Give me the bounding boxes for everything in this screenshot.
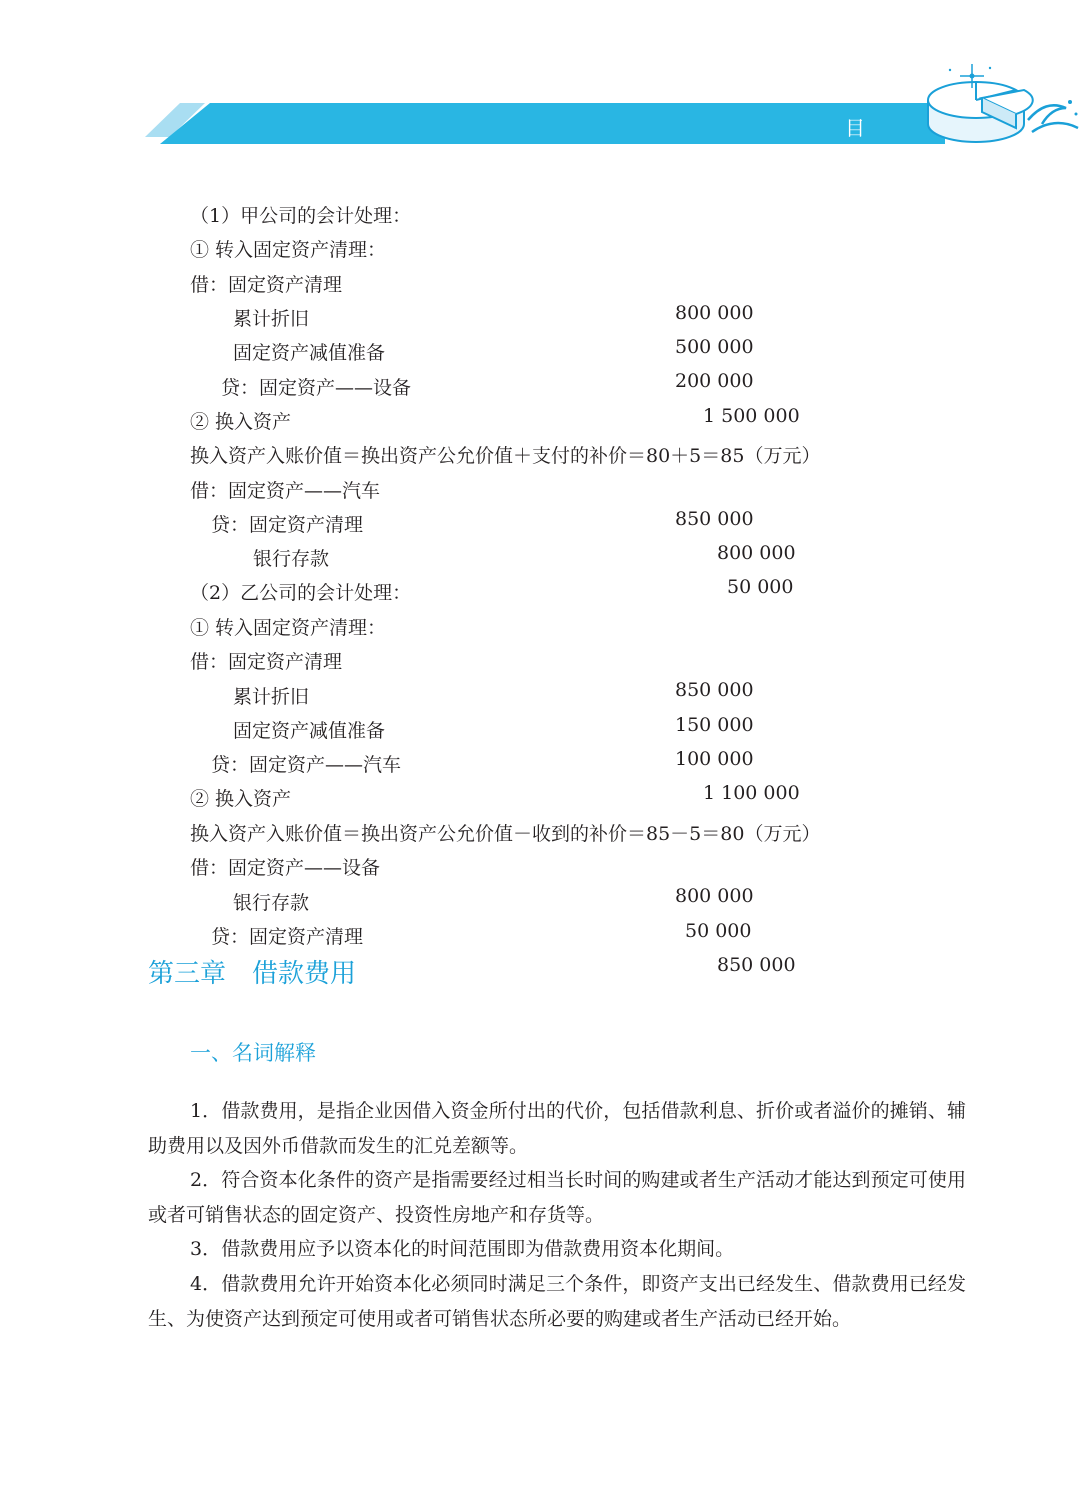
amount: 850 000 [675, 508, 754, 530]
page-header [0, 0, 1083, 170]
account-label: 固定资产减值准备 [233, 720, 386, 742]
amount: 200 000 [675, 370, 754, 392]
pie-chart-icon [920, 62, 1083, 152]
chapter-title: 第三章 借款费用 [148, 959, 357, 989]
amount: 800 000 [717, 542, 796, 564]
amount: 800 000 [675, 885, 754, 907]
amount: 50 000 [685, 920, 752, 942]
account-label: 固定资产减值准备 [233, 342, 386, 364]
account-label: 银行存款 [253, 548, 330, 570]
amount: 500 000 [675, 336, 754, 358]
yi-step2: ② 换入资产 [190, 788, 292, 810]
section-title: 一、名词解释 [190, 1041, 316, 1065]
amount: 800 000 [675, 302, 754, 324]
yi-heading: （2）乙公司的会计处理： [190, 582, 412, 604]
account-label: 银行存款 [233, 892, 310, 914]
jia-step1: ① 转入固定资产清理： [190, 239, 387, 261]
account-label: 借：固定资产清理 [190, 274, 343, 296]
amount: 1 100 000 [703, 782, 800, 804]
paragraph: 3．借款费用应予以资本化的时间范围即为借款费用资本化期间。 [190, 1238, 735, 1260]
account-label: 贷：固定资产——设备 [221, 377, 412, 399]
amount: 850 000 [675, 679, 754, 701]
amount: 850 000 [717, 954, 796, 976]
paragraph: 2．符合资本化条件的资产是指需要经过相当长时间的购建或者生产活动才能达到预定可使用或者可销售状态的固定资产、投资性房地产和存货等。 [148, 1169, 966, 1226]
yi-step1: ① 转入固定资产清理： [190, 617, 387, 639]
yi-formula: 换入资产入账价值＝换出资产公允价值－收到的补价＝85－5＝80（万元） [190, 823, 821, 845]
paragraph: 1．借款费用，是指企业因借入资金所付出的代价，包括借款利息、折价或者溢价的摊销、辅助费用以及因外币借款而发生的汇兑差额等。 [148, 1100, 966, 1157]
account-label: 累计折旧 [233, 686, 310, 708]
account-label: 借：固定资产清理 [190, 651, 343, 673]
paragraph: 4．借款费用允许开始资本化必须同时满足三个条件，即资产支出已经发生、借款费用已经发生、为使资产达到预定可使用或者可销售状态所必要的购建或者生产活动已经开始。 [148, 1273, 966, 1330]
toc-link[interactable]: 目 录 [845, 116, 879, 170]
account-label: 借：固定资产——汽车 [190, 480, 381, 502]
amount: 150 000 [675, 714, 754, 736]
account-label: 借：固定资产——设备 [190, 857, 381, 879]
amount: 100 000 [675, 748, 754, 770]
jia-formula: 换入资产入账价值＝换出资产公允价值＋支付的补价＝80＋5＝85（万元） [190, 445, 821, 467]
account-label: 贷：固定资产清理 [211, 514, 364, 536]
jia-step2: ② 换入资产 [190, 411, 292, 433]
account-label: 累计折旧 [233, 308, 310, 330]
amount: 1 500 000 [703, 405, 800, 427]
account-label: 贷：固定资产清理 [211, 926, 364, 948]
amount: 50 000 [727, 576, 794, 598]
jia-heading: （1）甲公司的会计处理： [190, 205, 412, 227]
account-label: 贷：固定资产——汽车 [211, 754, 402, 776]
wave-splash-icon [1028, 100, 1078, 132]
